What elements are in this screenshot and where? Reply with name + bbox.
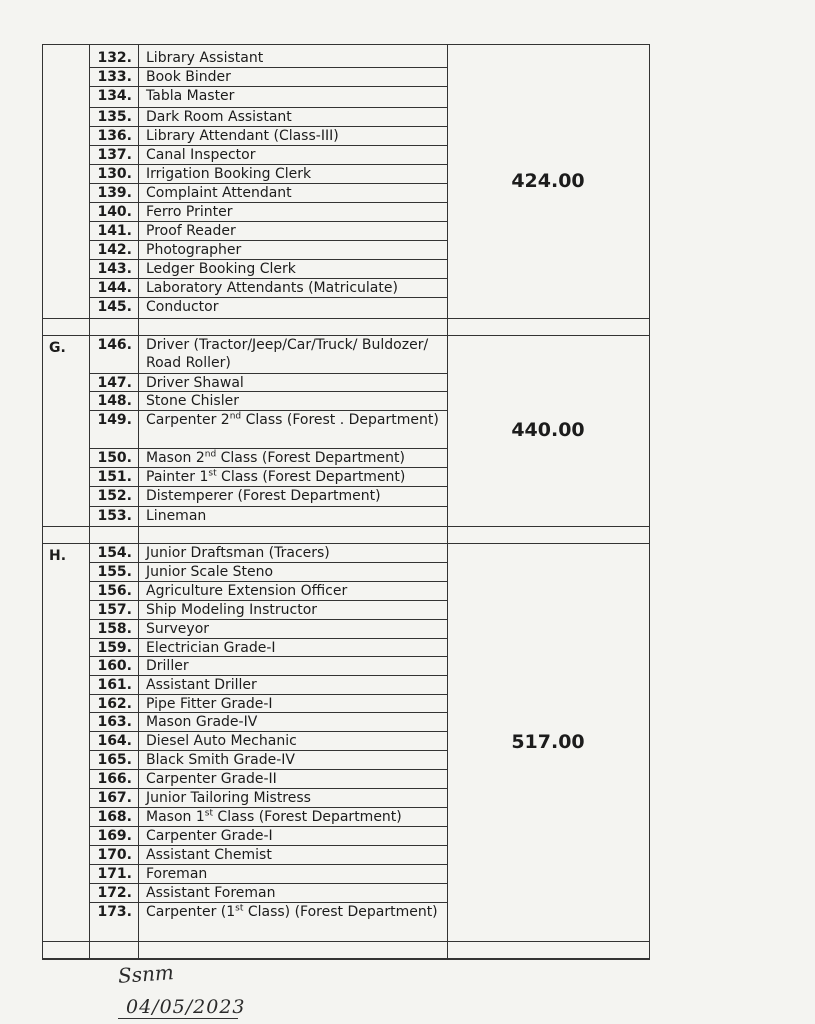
- designation-cell: Assistant Foreman: [138, 884, 447, 903]
- designation-cell: Black Smith Grade-IV: [138, 751, 447, 770]
- table-row: [43, 392, 649, 411]
- designation-cell: Foreman: [138, 865, 447, 884]
- serial-number: 153.: [97, 508, 132, 524]
- group-separator: [43, 526, 649, 544]
- table-row: [43, 449, 649, 468]
- table-row: [43, 279, 649, 298]
- serial-number: 139.: [89, 184, 138, 203]
- serial-number: 132.: [89, 49, 138, 68]
- designation-cell: Carpenter (1st Class) (Forest Department): [146, 903, 438, 920]
- table-row: [43, 789, 649, 808]
- serial-number: 157.: [89, 601, 138, 620]
- table-row: [43, 713, 649, 732]
- designation-cell: Junior Tailoring Mistress: [138, 789, 447, 808]
- designation-cell: Distemperer (Forest Department): [138, 487, 447, 507]
- table-row: [43, 903, 649, 941]
- designation-cell: Library Assistant: [138, 49, 447, 68]
- designation-cell: Assistant Chemist: [138, 846, 447, 865]
- designation-cell: Electrician Grade-I: [138, 639, 447, 657]
- designation-cell: Pipe Fitter Grade-I: [138, 695, 447, 713]
- designation-cell: Carpenter 2nd Class (Forest . Department): [138, 411, 447, 449]
- designation-cell: Book Binder: [138, 68, 447, 87]
- serial-number: 135.: [89, 108, 138, 127]
- serial-number: 142.: [89, 241, 138, 260]
- serial-number: 133.: [89, 68, 138, 87]
- serial-number: 162.: [89, 695, 138, 713]
- designation-cell: Driller: [138, 657, 447, 676]
- table-row: [43, 87, 649, 108]
- designation-cell: Driver Shawal: [138, 374, 447, 392]
- table-row: [43, 676, 649, 695]
- group-label: G.: [49, 340, 66, 356]
- table-row: [43, 639, 649, 657]
- serial-number: 143.: [89, 260, 138, 279]
- serial-number: 141.: [89, 222, 138, 241]
- table-row: [43, 544, 649, 563]
- pay-scale-table: [42, 44, 650, 960]
- designation-cell: Surveyor: [138, 620, 447, 639]
- designation-cell: Tabla Master: [138, 87, 447, 108]
- designation-cell: Diesel Auto Mechanic: [138, 732, 447, 751]
- serial-number: 149.: [89, 411, 138, 449]
- handwritten-signature: Ssnm: [117, 960, 175, 988]
- table-row: [43, 49, 649, 68]
- table-row: [43, 336, 649, 374]
- serial-number: 172.: [89, 884, 138, 903]
- serial-number: 134.: [89, 87, 138, 108]
- table-row: [43, 808, 649, 827]
- serial-number: 168.: [89, 808, 138, 827]
- table-row: [43, 468, 649, 487]
- group-separator: [43, 318, 649, 336]
- serial-number: 136.: [89, 127, 138, 146]
- designation-cell: Mason 1st Class (Forest Department): [138, 808, 447, 827]
- serial-number: 165.: [89, 751, 138, 770]
- designation-cell: Mason 2nd Class (Forest Department): [138, 449, 447, 468]
- pay-group: [43, 544, 649, 941]
- table-row: [43, 146, 649, 165]
- serial-number: 173.: [97, 904, 132, 920]
- pay-amount: 424.00: [511, 169, 585, 192]
- pay-group: [43, 45, 649, 318]
- designation-cell: Photographer: [138, 241, 447, 260]
- table-row: [43, 260, 649, 279]
- serial-number: 152.: [89, 487, 138, 507]
- serial-number: 158.: [89, 620, 138, 639]
- designation-cell: Carpenter Grade-I: [138, 827, 447, 846]
- designation-cell: Library Attendant (Class-III): [138, 127, 447, 146]
- group-label: H.: [49, 548, 67, 564]
- signature-underline: [118, 1018, 238, 1019]
- designation-cell: Junior Scale Steno: [138, 563, 447, 582]
- table-row: [43, 846, 649, 865]
- serial-number: 151.: [89, 468, 138, 487]
- table-row: [43, 582, 649, 601]
- table-row: [43, 563, 649, 582]
- table-row: [43, 695, 649, 713]
- serial-number: 140.: [89, 203, 138, 222]
- serial-number: 146.: [89, 336, 138, 374]
- table-row: [43, 601, 649, 620]
- table-row: [43, 222, 649, 241]
- serial-number: 159.: [89, 639, 138, 657]
- serial-number: 155.: [89, 563, 138, 582]
- designation-cell: Lineman: [146, 508, 207, 524]
- table-row: [43, 241, 649, 260]
- designation-cell: Ship Modeling Instructor: [138, 601, 447, 620]
- designation-cell: Stone Chisler: [138, 392, 447, 411]
- serial-number: 167.: [89, 789, 138, 808]
- designation-cell: Laboratory Attendants (Matriculate): [138, 279, 447, 298]
- table-row: [43, 127, 649, 146]
- serial-number: 148.: [89, 392, 138, 411]
- table-row: [43, 751, 649, 770]
- serial-number: 164.: [89, 732, 138, 751]
- table-row: [43, 487, 649, 507]
- designation-cell: Dark Room Assistant: [138, 108, 447, 127]
- table-row: [43, 203, 649, 222]
- table-row: [43, 68, 649, 87]
- table-row: [43, 865, 649, 884]
- designation-cell: Irrigation Booking Clerk: [138, 165, 447, 184]
- table-row: [43, 507, 649, 526]
- pay-amount: 517.00: [511, 730, 585, 753]
- table-row: [43, 657, 649, 676]
- designation-cell: Mason Grade-IV: [138, 713, 447, 732]
- serial-number: 150.: [89, 449, 138, 468]
- table-row: [43, 108, 649, 127]
- designation-cell: Ledger Booking Clerk: [138, 260, 447, 279]
- serial-number: 171.: [89, 865, 138, 884]
- designation-cell: Complaint Attendant: [138, 184, 447, 203]
- serial-number: 161.: [89, 676, 138, 695]
- designation-cell: Conductor: [146, 299, 219, 315]
- designation-cell: Ferro Printer: [138, 203, 447, 222]
- designation-cell: Driver (Tractor/Jeep/Car/Truck/ Buldozer/ Road Roller): [138, 336, 447, 374]
- table-row: [43, 374, 649, 392]
- table-row: [43, 298, 649, 318]
- designation-cell: Canal Inspector: [138, 146, 447, 165]
- pay-amount: 440.00: [511, 419, 585, 441]
- serial-number: 130.: [89, 165, 138, 184]
- serial-number: 160.: [89, 657, 138, 676]
- serial-number: 144.: [89, 279, 138, 298]
- pay-group: [43, 336, 649, 526]
- table-row: [43, 620, 649, 639]
- serial-number: 169.: [89, 827, 138, 846]
- table-row: [43, 770, 649, 789]
- serial-number: 137.: [89, 146, 138, 165]
- serial-number: 154.: [89, 544, 138, 563]
- signature-date: 04/05/2023: [126, 996, 246, 1018]
- serial-number: 147.: [89, 374, 138, 392]
- designation-cell: Painter 1st Class (Forest Department): [138, 468, 447, 487]
- designation-cell: Assistant Driller: [138, 676, 447, 695]
- serial-number: 156.: [89, 582, 138, 601]
- serial-number: 166.: [89, 770, 138, 789]
- serial-number: 145.: [97, 299, 132, 315]
- serial-number: 170.: [89, 846, 138, 865]
- group-separator: [43, 941, 649, 959]
- designation-cell: Carpenter Grade-II: [138, 770, 447, 789]
- designation-cell: Proof Reader: [138, 222, 447, 241]
- designation-cell: Junior Draftsman (Tracers): [138, 544, 447, 563]
- serial-number: 163.: [89, 713, 138, 732]
- table-row: [43, 884, 649, 903]
- designation-cell: Agriculture Extension Officer: [138, 582, 447, 601]
- table-row: [43, 827, 649, 846]
